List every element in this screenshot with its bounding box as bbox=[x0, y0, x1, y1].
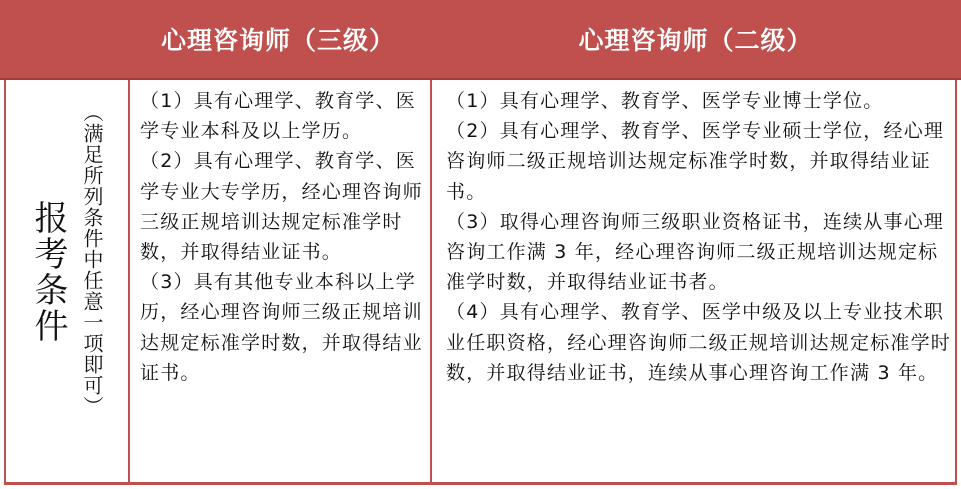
table-header bbox=[0, 0, 961, 80]
level2-item: （1）具有心理学、教育学、医学专业博士学位。 bbox=[446, 90, 884, 112]
header-empty-cell bbox=[0, 0, 128, 78]
level3-item: （2）具有心理学、教育学、医学专业大专学历，经心理咨询师三级正规培训达规定标准学时数，并取得结业证书。 bbox=[140, 150, 423, 264]
header-level3: 心理咨询师（三级） bbox=[160, 26, 395, 55]
row-label-cell bbox=[6, 82, 128, 482]
row-label-main: 报考条件 bbox=[28, 200, 68, 344]
level2-requirements bbox=[446, 86, 951, 388]
level2-item: （3）取得心理咨询师三级职业资格证书，连续从事心理咨询工作满 3 年，经心理咨询师二级正规培训达规定标准学时数，并取得结业证书者。 bbox=[446, 210, 945, 294]
row-label-note: （满足所列条件中任意一项即可） bbox=[80, 102, 104, 417]
column-divider bbox=[430, 80, 432, 485]
level3-item: （1）具有心理学、教育学、医学专业本科及以上学历。 bbox=[140, 90, 416, 143]
column-divider bbox=[128, 80, 130, 485]
level3-item: （3）具有其他专业本科以上学历，经心理咨询师三级正规培训达规定标准学时数，并取得结业证书。 bbox=[140, 271, 423, 384]
level3-requirements bbox=[140, 86, 426, 388]
level2-item: （4）具有心理学、教育学、医学中级及以上专业技术职业任职资格，经心理咨询师二级正规培训达规定标准学时数，并取得结业证书，连续从事心理咨询工作满 3 年。 bbox=[446, 301, 952, 384]
header-level2: 心理咨询师（二级） bbox=[578, 26, 813, 55]
level2-item: （2）具有心理学、教育学、医学专业硕士学位，经心理咨询师二级正规培训达规定标准学时数，并取得结业证书。 bbox=[446, 120, 945, 203]
